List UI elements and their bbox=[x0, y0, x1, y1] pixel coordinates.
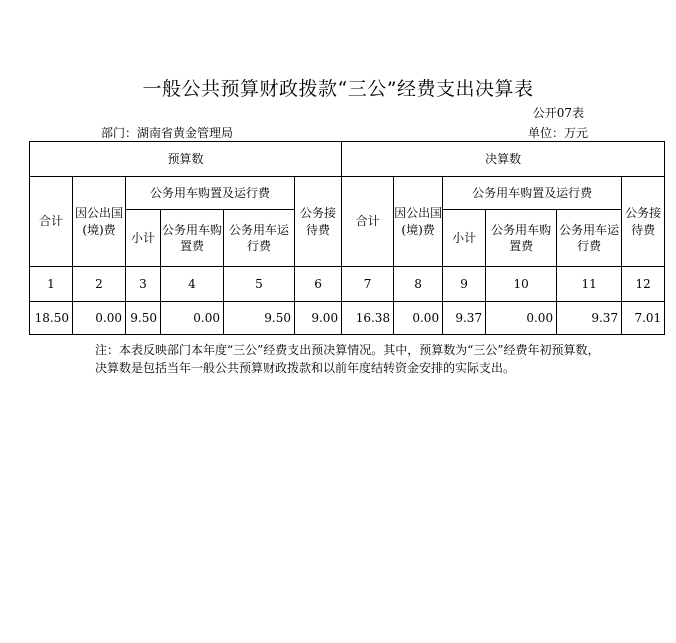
index-cell: 6 bbox=[295, 267, 342, 302]
index-cell: 3 bbox=[126, 267, 161, 302]
value-cell: 0.00 bbox=[394, 302, 443, 335]
value-cell: 7.01 bbox=[622, 302, 665, 335]
budget-header: 预算数 bbox=[30, 142, 342, 177]
budget-abroad-header: 因公出国(境)费 bbox=[73, 177, 126, 267]
index-cell: 2 bbox=[73, 267, 126, 302]
value-cell: 9.00 bbox=[295, 302, 342, 335]
budget-vehicle-group-header: 公务用车购置及运行费 bbox=[126, 177, 295, 210]
value-cell: 9.50 bbox=[224, 302, 295, 335]
index-cell: 10 bbox=[486, 267, 557, 302]
budget-reception-header: 公务接待费 bbox=[295, 177, 342, 267]
index-cell: 11 bbox=[557, 267, 622, 302]
index-cell: 9 bbox=[443, 267, 486, 302]
index-cell: 12 bbox=[622, 267, 665, 302]
value-cell: 9.37 bbox=[557, 302, 622, 335]
value-cell: 0.00 bbox=[486, 302, 557, 335]
budget-vehicle-purchase-header: 公务用车购置费 bbox=[161, 210, 224, 267]
index-cell: 4 bbox=[161, 267, 224, 302]
value-cell: 16.38 bbox=[342, 302, 394, 335]
final-vehicle-operation-header: 公务用车运行费 bbox=[557, 210, 622, 267]
final-header: 决算数 bbox=[342, 142, 665, 177]
department-label: 部门：湖南省黄金管理局 bbox=[101, 126, 234, 140]
value-cell: 9.37 bbox=[443, 302, 486, 335]
index-cell: 7 bbox=[342, 267, 394, 302]
final-subtotal-header: 小计 bbox=[443, 210, 486, 267]
final-total-header: 合计 bbox=[342, 177, 394, 267]
index-cell: 8 bbox=[394, 267, 443, 302]
final-reception-header: 公务接待费 bbox=[622, 177, 665, 267]
budget-total-header: 合计 bbox=[30, 177, 73, 267]
final-vehicle-group-header: 公务用车购置及运行费 bbox=[443, 177, 622, 210]
value-cell: 9.50 bbox=[126, 302, 161, 335]
three-public-expenses-table bbox=[29, 141, 665, 335]
value-cell: 0.00 bbox=[161, 302, 224, 335]
page-title: 一般公共预算财政拨款“三公”经费支出决算表 bbox=[142, 78, 534, 100]
budget-subtotal-header: 小计 bbox=[126, 210, 161, 267]
value-cell: 18.50 bbox=[30, 302, 73, 335]
index-cell: 1 bbox=[30, 267, 73, 302]
index-cell: 5 bbox=[224, 267, 295, 302]
value-cell: 0.00 bbox=[73, 302, 126, 335]
form-number: 公开07表 bbox=[532, 106, 584, 120]
final-abroad-header: 因公出国(境)费 bbox=[394, 177, 443, 267]
final-vehicle-purchase-header: 公务用车购置费 bbox=[486, 210, 557, 267]
table-note: 注：本表反映部门本年度“三公”经费支出预决算情况。其中，预算数为“三公”经费年初预算数，决算数是包括当年一般公共预算财政拨款和以前年度结转资金安排的实际支出。 bbox=[95, 343, 600, 375]
unit-label: 单位：万元 bbox=[527, 126, 588, 140]
budget-vehicle-operation-header: 公务用车运行费 bbox=[224, 210, 295, 267]
